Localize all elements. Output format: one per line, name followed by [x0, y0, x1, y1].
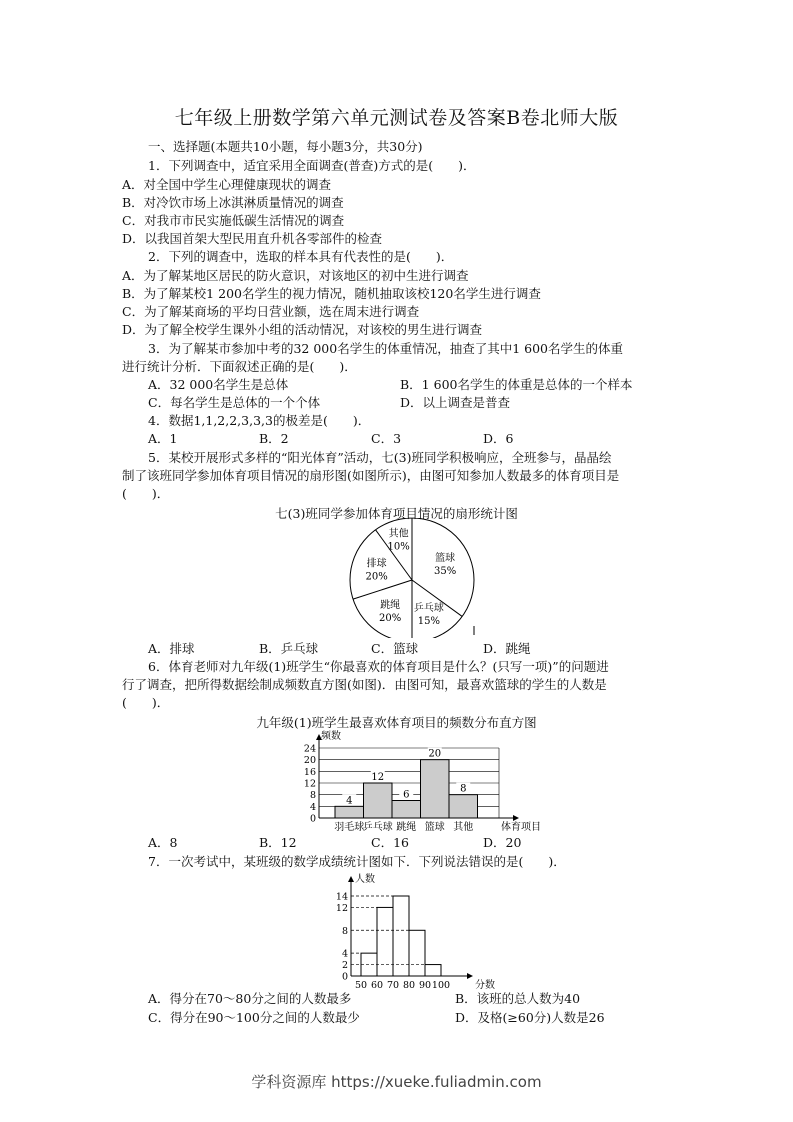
q6-stem-line1: 6．体育老师对九年级(1)班学生“你最喜欢的体育项目是什么？(只写一项)”的问题进: [148, 659, 609, 674]
y-tick-label: 16: [303, 766, 316, 778]
pie-slice-label: 跳绳: [380, 600, 401, 612]
x-tick-label: 羽毛球: [334, 822, 365, 833]
q3-option-d: D．以上调查是普查: [400, 395, 511, 410]
page-title: 七年级上册数学第六单元测试卷及答案B卷北师大版: [174, 107, 619, 129]
q6-option-c: C．16: [371, 835, 409, 850]
section-heading: 一、选择题(本题共10小题，每小题3分，共30分): [148, 139, 423, 154]
x-tick-label: 乒乓球: [362, 822, 393, 833]
x-tick-label: 跳绳: [396, 822, 417, 833]
bar: [392, 801, 421, 819]
q3-stem-line2: 进行统计分析．下面叙述正确的是( )．: [122, 359, 357, 374]
y-tick-label: 8: [309, 790, 316, 802]
y-tick-label: 20: [303, 755, 316, 767]
bar: [377, 907, 393, 976]
x-tick-label: 90: [418, 980, 432, 990]
q4-option-c: C．3: [371, 431, 402, 446]
q6-option-d: D．20: [483, 835, 522, 850]
pie-slice-label: 其他: [388, 528, 409, 540]
y-tick-label: 12: [335, 902, 348, 914]
q5-stem-line2: 制了该班同学参加体育项目情况的扇形图(如图所示)，由图可知参加人数最多的体育项目是: [122, 468, 620, 483]
q6-option-a: A．8: [148, 835, 178, 850]
bar: [409, 930, 425, 976]
q1-stem: 1．下列调查中，适宜采用全面调查(普查)方式的是( )．: [148, 158, 476, 173]
q1-option-a: A．对全国中学生心理健康现状的调查: [122, 177, 332, 192]
q1-option-c: C．对我市市民实施低碳生活情况的调查: [122, 213, 345, 228]
x-tick-label: 50: [354, 980, 368, 990]
bar-value-label: 8: [460, 783, 467, 795]
pie-slice-percent: 20%: [365, 571, 388, 583]
q4-option-b: B．2: [259, 431, 289, 446]
q3-option-c: C．每名学生是总体的一个个体: [148, 395, 321, 410]
q7-option-b: B．该班的总人数为40: [455, 991, 581, 1006]
q5-option-d: D．跳绳: [483, 641, 531, 656]
y-axis-label: 频数: [321, 731, 341, 742]
q7-stem: 7．一次考试中，某班级的数学成绩统计图如下．下列说法错误的是( )．: [148, 854, 566, 869]
q5-option-b: B．乒乓球: [259, 641, 319, 656]
sports-histogram: [0, 728, 793, 833]
q5-option-a: A．排球: [148, 641, 195, 656]
bar: [393, 896, 409, 976]
x-tick-label: 其他: [453, 822, 474, 833]
q3-option-b: B．1 600名学生的体重是总体的一个样本: [400, 377, 633, 392]
bar-value-label: 12: [371, 772, 385, 783]
pie-chart-title: 七(3)班同学参加体育项目情况的扇形统计图: [275, 506, 518, 521]
x-tick-label: 篮球: [424, 822, 445, 833]
x-axis-label: 分数: [475, 980, 495, 990]
q2-option-b: B．为了解某校1 200名学生的视力情况，随机抽取该校120名学生进行调查: [122, 286, 541, 301]
bar-value-label: 6: [403, 789, 410, 801]
x-tick-label: 60: [370, 980, 384, 990]
y-axis-label: 人数: [355, 874, 375, 885]
q1-option-d: D．以我国首架大型民用直升机各零部件的检查: [122, 231, 383, 246]
q1-option-b: B．对冷饮市场上冰淇淋质量情况的调查: [122, 195, 344, 210]
y-tick-label: 0: [341, 971, 348, 983]
y-tick-label: 4: [341, 948, 348, 960]
pie-chart: [0, 518, 793, 638]
bar: [421, 760, 450, 818]
y-tick-label: 0: [309, 813, 316, 825]
q5-option-c: C．篮球: [371, 641, 419, 656]
q6-stem-line2: 行了调查，把所得数据绘制成频数直方图(如图)．由图可知，最喜欢篮球的学生的人数是: [122, 677, 607, 692]
pie-slice-boundary: [353, 580, 412, 599]
y-tick-label: 8: [341, 925, 348, 937]
q7-option-d: D．及格(≥60分)人数是26: [455, 1010, 605, 1025]
y-tick-label: 4: [309, 801, 316, 813]
pie-slice-percent: 10%: [387, 541, 410, 553]
pie-slice-percent: 35%: [434, 566, 457, 578]
pie-slice-label: 乒乓球: [413, 603, 444, 615]
histogram-title: 九年级(1)班学生最喜欢体育项目的频数分布直方图: [256, 715, 537, 730]
y-tick-label: 2: [341, 960, 348, 972]
bar: [335, 806, 364, 818]
bar: [425, 965, 441, 976]
x-axis-arrow: [513, 815, 519, 821]
bar-value-label: 4: [346, 795, 353, 807]
q4-stem: 4．数据1,1,2,2,3,3,3的极差是( )．: [148, 413, 371, 428]
bar: [449, 795, 478, 818]
q6-option-b: B．12: [259, 835, 297, 850]
q6-stem-line3: ( )．: [122, 695, 170, 710]
pie-slice-label: 篮球: [435, 553, 456, 565]
y-tick-label: 12: [303, 778, 316, 790]
x-axis-arrow: [467, 973, 473, 979]
pie-slice-percent: 15%: [417, 616, 441, 628]
pie-slice-label: 排球: [366, 558, 387, 570]
q2-option-c: C．为了解某商场的平均日营业额，选在周末进行调查: [122, 304, 420, 319]
bar-value-label: 20: [428, 748, 442, 760]
y-tick-label: 24: [303, 743, 316, 755]
q5-stem-line3: ( )．: [122, 486, 170, 501]
q2-stem: 2．下列的调查中，选取的样本具有代表性的是( )．: [148, 249, 454, 264]
q4-option-d: D．6: [483, 431, 514, 446]
y-tick-label: 14: [335, 891, 348, 903]
q3-stem-line1: 3．为了解某市参加中考的32 000名学生的体重情况，抽查了其中1 600名学生的体重: [148, 341, 623, 356]
q2-option-a: A．为了解某地区居民的防火意识，对该地区的初中生进行调查: [122, 268, 469, 283]
y-axis-arrow: [348, 876, 354, 882]
x-tick-label: 70: [386, 980, 400, 990]
q7-option-c: C．得分在90～100分之间的人数最少: [148, 1010, 360, 1025]
pie-slice-percent: 20%: [379, 613, 402, 625]
q7-option-a: A．得分在70～80分之间的人数最多: [148, 991, 352, 1006]
q5-stem-line1: 5．某校开展形式多样的“阳光体育”活动，七(3)班同学积极响应，全班参与，晶晶绘: [148, 450, 612, 465]
x-axis-label: 体育项目: [501, 822, 541, 833]
footer-watermark: 学科资源库 https://xueke.fuliadmin.com: [251, 1073, 542, 1091]
x-tick-label: 100: [431, 980, 451, 990]
x-tick-label: 80: [402, 980, 416, 990]
q3-option-a: A．32 000名学生是总体: [148, 377, 289, 392]
score-histogram: [0, 868, 793, 990]
q4-option-a: A．1: [148, 431, 178, 446]
q2-option-d: D．为了解全校学生课外小组的活动情况，对该校的男生进行调查: [122, 322, 483, 337]
bar: [364, 783, 393, 818]
